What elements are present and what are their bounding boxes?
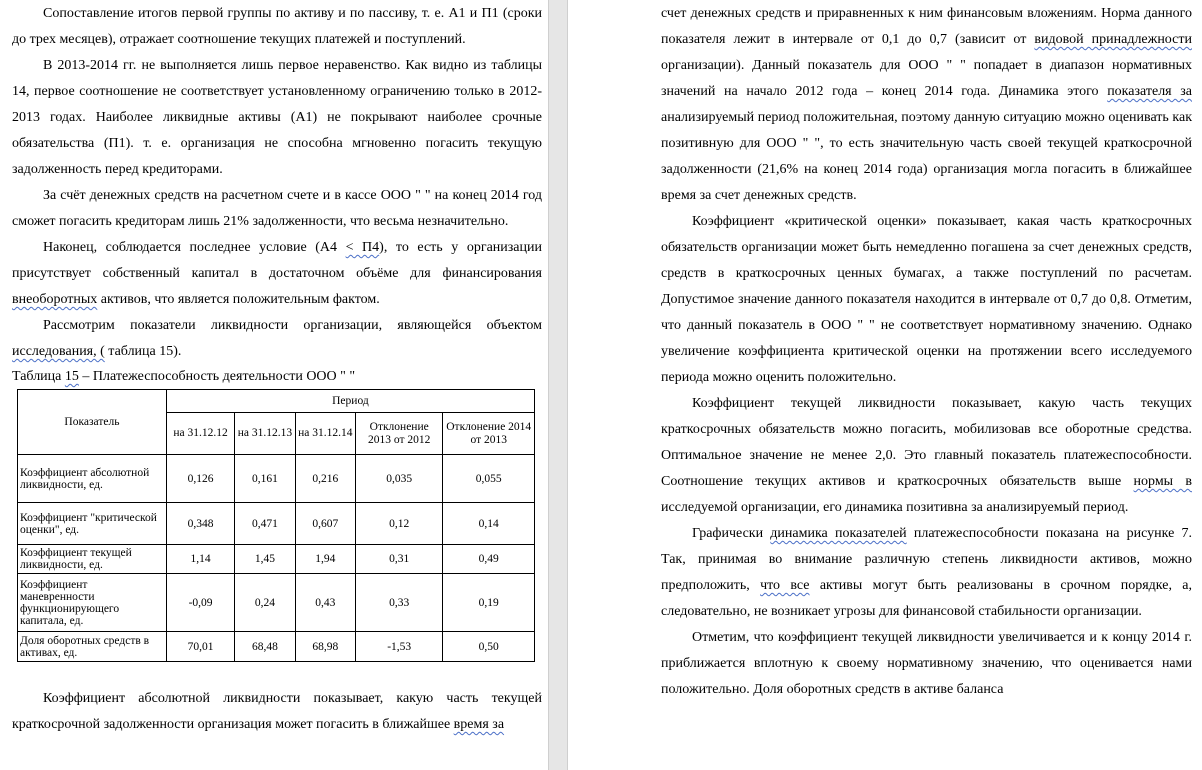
column-header: на 31.12.14 [295,413,355,455]
column-header: Отклонение 2013 от 2012 [355,413,443,455]
column-header: Отклонение 2014 от 2013 [443,413,535,455]
table-cell: 70,01 [166,632,234,662]
row-label: Коэффициент "критической оценки", ед. [18,503,167,545]
paragraph-absolute-liquidity: Коэффициент абсолютной ликвидности показывает, какую часть текущей краткосрочной задолженности организация может погасить в ближайшее время за [12,691,542,732]
row-label: Доля оборотных средств в активах, ед. [18,632,167,662]
table-cell: 0,607 [295,503,355,545]
table-cell: 0,43 [295,574,355,632]
spellcheck-word: что все [760,578,810,593]
paragraph-absolute-norm: счет денежных средств и приравненных к ним финансовым вложениям. Норма данного показателя лежит в интервале от 0,1 до 0,7 (зависит от видовой принадлежности организации). Данный показатель для ООО " " попадает в диапазон нормативных значений на начало 2012 года – конец 2014 года. Динамика этого показателя за анализируемый период положительная, поэтому данную ситуацию можно оценивать как позитивную для ООО " ", то есть значительную часть своей текущей краткосрочной задолженности (21,6% на конец 2014 года) организация могла погасить в ближайшее время за счет денежных средств. [661,6,1192,203]
table-cell: 0,50 [443,632,535,662]
table-cell: 0,035 [355,455,443,503]
table-row [18,574,535,632]
paragraph-conclusion: Отметим, что коэффициент текущей ликвидности увеличивается и к концу 2014 г. приближается вплотную к своему нормативному значению, что оценивается нами положительно. Доля оборотных средств в активе баланса [661,630,1192,697]
column-header: на 31.12.13 [235,413,295,455]
table-row [18,632,535,662]
table-cell: 68,48 [235,632,295,662]
table-row [18,503,535,545]
paragraph-graphic-dynamics: Графически динамика показателей платежеспособности показана на рисунке 7. Так, принимая во внимание различную степень ликвидности активов, можно предположить, что все активы могут быть реализованы в срочном порядке, а, следовательно, не возникает угрозы для финансовой стабильности организации. [661,526,1193,619]
right-page [568,0,1202,770]
table-cell: 0,33 [355,574,443,632]
table-row [18,455,535,503]
paragraph-last-condition: Наконец, соблюдается последнее условие (А4 < П4), то есть у организации присутствует собственный капитал в достаточном объёме для финансирования внеоборотных активов, что является положительным фактом. [12,240,542,307]
paragraph-liquidity-intro: Рассмотрим показатели ликвидности организации, являющейся объектом исследования, ( таблица 15). [12,318,542,359]
row-label: Коэффициент абсолютной ликвидности, ед. [18,455,167,503]
table-cell: 0,12 [355,503,443,545]
table-cell: 0,348 [166,503,234,545]
table-cell: 0,055 [443,455,535,503]
table-cell: 0,19 [443,574,535,632]
table-cell: 0,24 [235,574,295,632]
table-cell: 0,14 [443,503,535,545]
table-cell: -1,53 [355,632,443,662]
table-cell: 1,14 [166,545,234,574]
spellcheck-word: время за [453,717,505,732]
table-cell: 0,161 [235,455,295,503]
paragraph-first-group: Сопоставление итогов первой группы по активу и по пассиву, т. е. А1 и П1 (сроки до трех месяцев), отражает соотношение текущих платежей и поступлений. [12,6,542,47]
paragraph-inequality: В 2013-2014 гг. не выполняется лишь первое неравенство. Как видно из таблицы 14, первое соотношение не соответствует установленному ограничению только в 2012-2013 годах. Наиболее ликвидные активы (А1) не покрывают наиболее срочные обязательства (П1). т. е. организация не способна мгновенно погасить текущую задолженность перед кредиторами. [12,58,542,177]
table-row [18,545,535,574]
table-cell: 0,216 [295,455,355,503]
left-page [0,0,548,770]
spellcheck-word: внеоборотных [12,292,98,307]
spellcheck-word: показателя за [1107,84,1192,99]
table-cell: 68,98 [295,632,355,662]
table-caption: Таблица 15 – Платежеспособность деятельности ООО " " [12,369,356,384]
spellcheck-word: < П4 [345,240,380,255]
paragraph-cash: За счёт денежных средств на расчетном счете и в кассе ООО " " на конец 2014 год сможет погасить кредиторам лишь 21% задолженности, что весьма незначительно. [12,188,542,229]
table-cell: -0,09 [166,574,234,632]
table-cell: 0,126 [166,455,234,503]
table-cell: 1,45 [235,545,295,574]
spellcheck-word: исследования, ( [12,344,105,359]
paragraph-current-liquidity: Коэффициент текущей ликвидности показывает, какую часть текущих краткосрочных обязательств можно погасить, мобилизовав все оборотные средства. Оптимальное значение не менее 2,0. Это главный показатель платежеспособности. Соотношение текущих активов и краткосрочных обязательств выше нормы в исследуемой организации, его динамика позитивна за анализируемый период. [661,396,1192,515]
table-cell: 0,471 [235,503,295,545]
spellcheck-word: 15 [64,369,79,384]
column-header: на 31.12.12 [166,413,234,455]
row-label: Коэффициент маневренности функционирующего капитала, ед. [18,574,167,632]
page-gap [548,0,568,770]
paragraph-critical-ratio: Коэффициент «критической оценки» показывает, какая часть краткосрочных обязательств организации может быть немедленно погашена за счет денежных средств, средств в краткосрочных ценных бумагах, а также поступлений по расчетам. Допустимое значение данного показателя находится в интервале от 0,7 до 0,8. Отметим, что данный показатель в ООО " " не соответствует нормативному значению. Однако увеличение коэффициента критической оценки на протяжении всего исследуемого периода можно оценить положительно. [661,214,1192,385]
spellcheck-word: видовой принадлежности [1034,32,1192,47]
header-period: Период [166,390,534,413]
spellcheck-word: нормы в [1133,474,1192,489]
spellcheck-word: динамика показателей [770,526,907,541]
table-cell: 0,31 [355,545,443,574]
table-cell: 1,94 [295,545,355,574]
table-cell: 0,49 [443,545,535,574]
solvency-table [17,389,535,662]
header-indicator: Показатель [18,390,167,455]
row-label: Коэффициент текущей ликвидности, ед. [18,545,167,574]
